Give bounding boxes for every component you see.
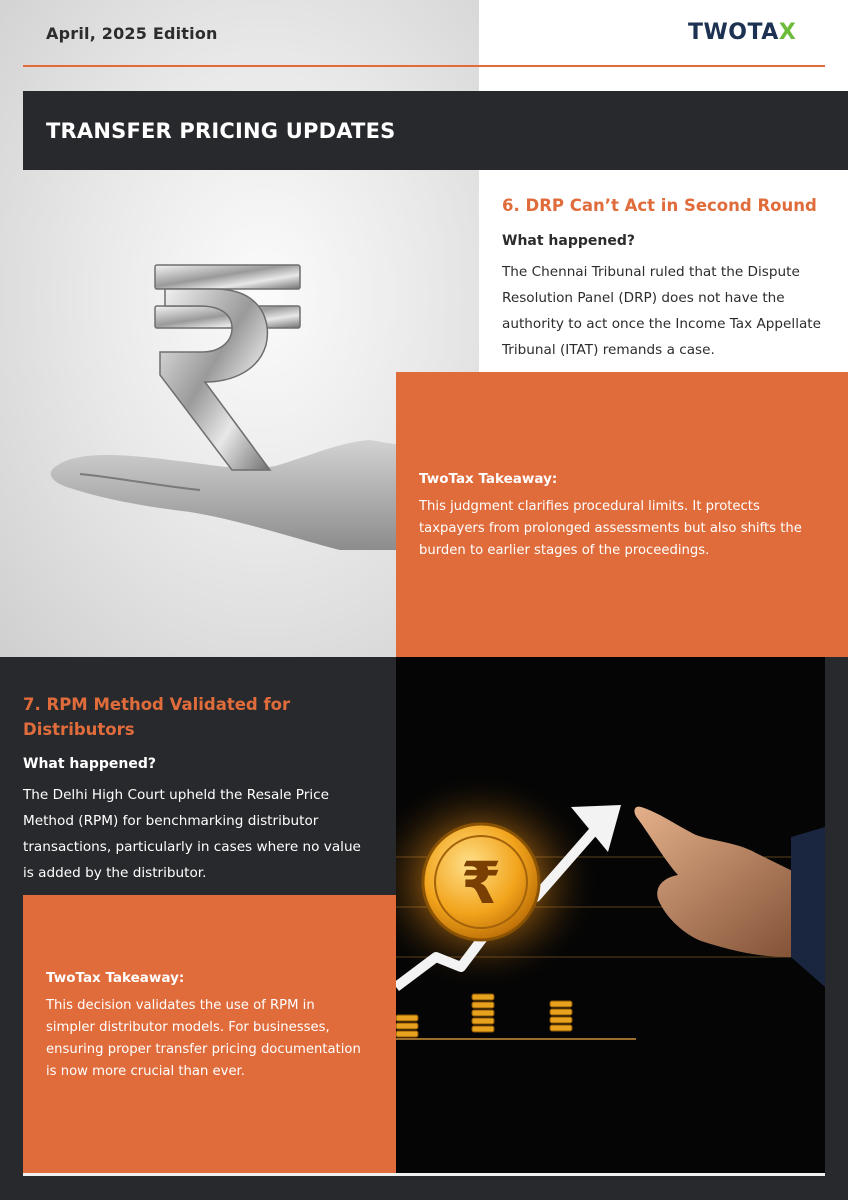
- edition-label: April, 2025 Edition: [46, 24, 218, 43]
- twotax-logo: [688, 20, 796, 45]
- page-title: TRANSFER PRICING UPDATES: [46, 119, 396, 143]
- section6-takeaway-body: This judgment clarifies procedural limits. It protects taxpayers from prolonged assessments but also shifts the burden to earlier stages of the proceedings.: [419, 499, 802, 558]
- growth-arrow-illustration: [396, 657, 825, 1174]
- rupee-on-hand-illustration: [40, 250, 400, 550]
- section6-what-happened-body: The Chennai Tribunal ruled that the Dispute Resolution Panel (DRP) does not have the authority to act once the Income Tax Appellate Tribunal (ITAT) remands a case.: [502, 264, 822, 358]
- section6-heading: 6. DRP Can’t Act in Second Round: [502, 196, 817, 215]
- section7-what-happened-label: What happened?: [23, 756, 156, 772]
- coin-rupee-symbol: ₹: [460, 849, 502, 917]
- section7-takeaway-body: This decision validates the use of RPM in simpler distributor models. For businesses, ensuring proper transfer pricing documentation is now more crucial than ever.: [46, 998, 361, 1079]
- section7-what-happened-body: The Delhi High Court upheld the Resale Price Method (RPM) for benchmarking distributor transactions, particularly in cases where no value is added by the distributor.: [23, 787, 361, 881]
- logo-text: TWOTA: [688, 20, 779, 45]
- section7-heading: 7. RPM Method Validated for Distributors: [23, 695, 291, 739]
- section6-takeaway-label: TwoTax Takeaway:: [419, 471, 558, 487]
- growth-coin-photo: [396, 657, 825, 1174]
- footer-divider: [23, 1173, 825, 1176]
- section6-what-happened-label: What happened?: [502, 233, 635, 249]
- logo-x-mark: X: [778, 20, 797, 45]
- section7-takeaway-label: TwoTax Takeaway:: [46, 970, 185, 986]
- header-divider: [23, 65, 825, 67]
